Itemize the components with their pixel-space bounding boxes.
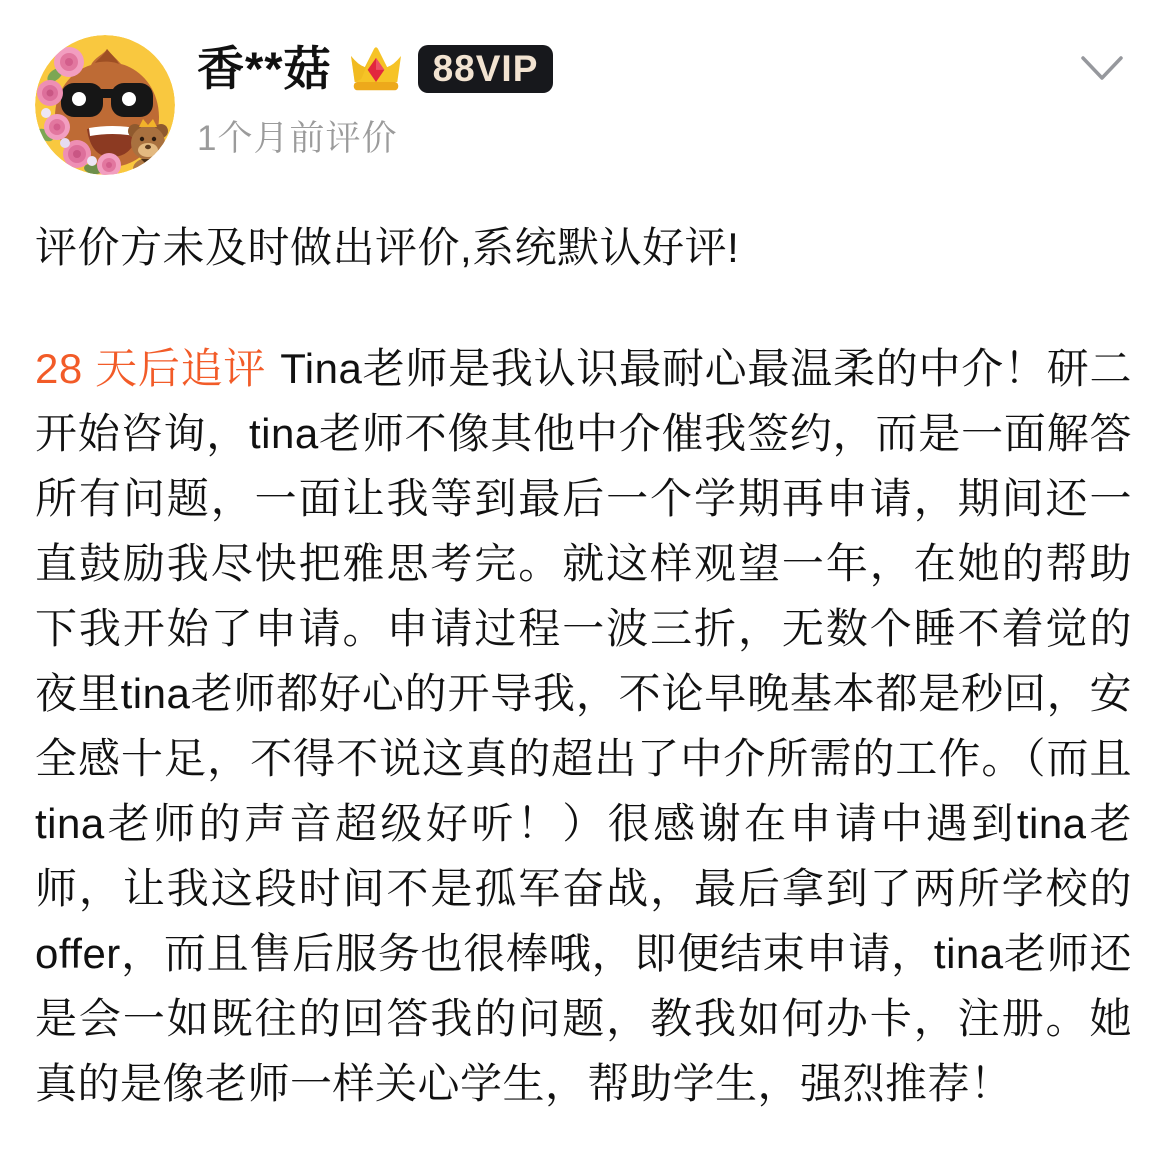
- user-block: [197, 35, 553, 161]
- vip-badge: 88VIP: [418, 45, 554, 93]
- username: 香**菇: [197, 42, 332, 95]
- followup-text: Tina老师是我认识最耐心最温柔的中介！研二开始咨询，tina老师不像其他中介催我签约，而是一面解答所有问题，一面让我等到最后一个学期再申请，期间还一直鼓励我尽快把雅思考完。就这样观望一年，在她的帮助下我开始了申请。申请过程一波三折，无数个睡不着觉的夜里tina老师都好心的开导我，不论早晚基本都是秒回，安全感十足，不得不说这真的超出了中介所需的工作。（而且tina老师的声音超级好听！）很感谢在申请中遇到tina老师，让我这段时间不是孤军奋战，最后拿到了两所学校的offer，而且售后服务也很棒哦，即便结束申请，tina老师还是会一如既往的回答我的问题，教我如何办卡，注册。她真的是像老师一样关心学生，帮助学生，强烈推荐！: [35, 345, 1132, 1107]
- crown-icon: [348, 44, 404, 94]
- review-header: [35, 35, 1132, 175]
- avatar-image: [35, 35, 175, 175]
- chevron-down-icon[interactable]: [1078, 53, 1126, 90]
- followup-tag: 28 天后追评: [35, 345, 267, 392]
- review-timestamp: 1个月前评价: [197, 118, 398, 158]
- avatar[interactable]: [35, 35, 175, 175]
- system-default-note: 评价方未及时做出评价,系统默认好评!: [35, 224, 740, 271]
- followup-review: [35, 336, 1132, 1116]
